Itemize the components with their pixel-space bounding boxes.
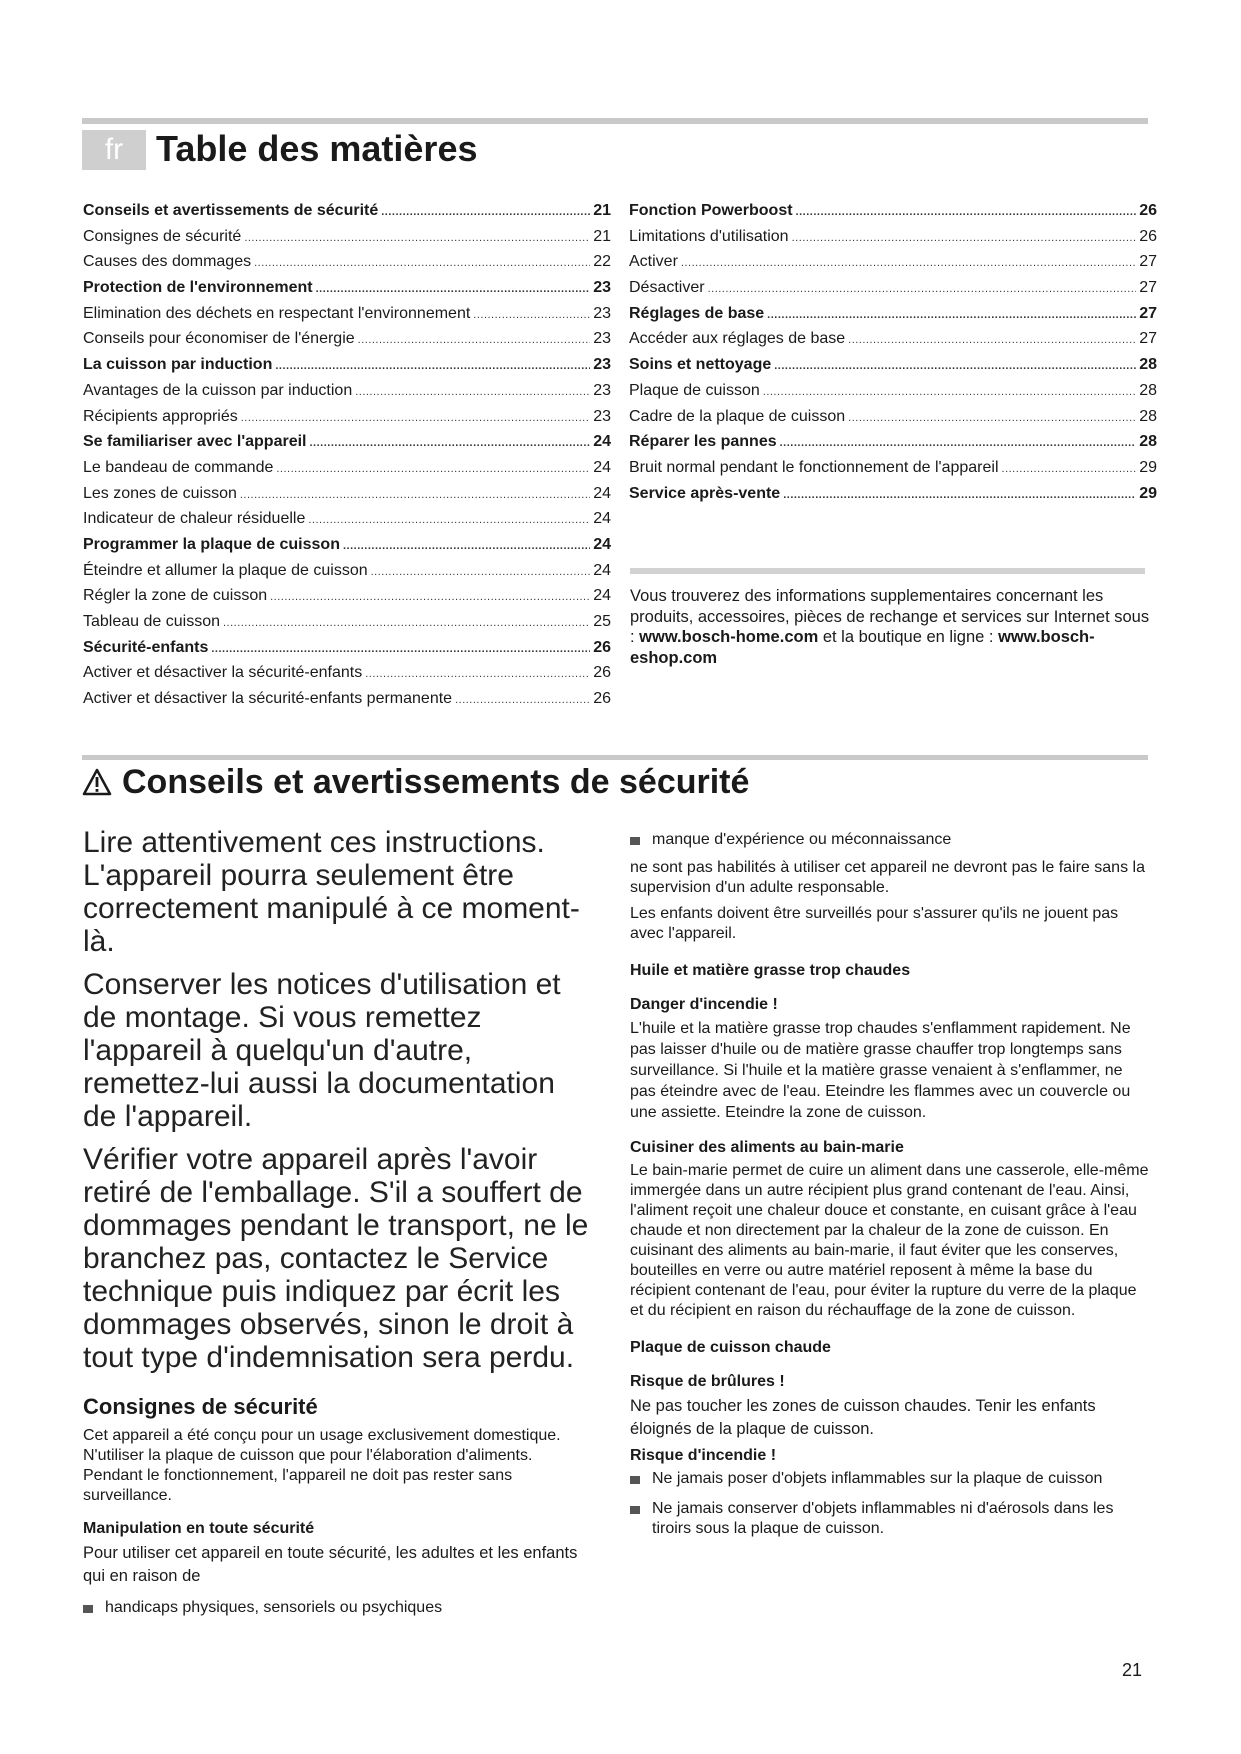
toc-entry-label: Indicateur de chaleur résiduelle [83,510,306,528]
toc-entry-page: 26 [1139,227,1157,245]
toc-entry[interactable] [83,583,611,609]
toc-entry-page: 23 [593,279,611,297]
supervision-text: ne sont pas habilités à utiliser cet appareil ne devront pas le faire sans la supervision d'un adulte responsable. [630,859,1145,896]
language-badge: fr [82,130,146,170]
toc-entry[interactable] [83,404,611,430]
toc-entry[interactable] [629,224,1157,250]
consignes-text: Cet appareil a été conçu pour un usage exclusivement domestique. N'utiliser la plaque de cuisson que pour l'élaboration d'aliments. Pendant le fonctionnement, l'appareil ne doit pas rester sans surveillance. [83,1427,561,1504]
bullet-square-icon [630,1506,640,1514]
toc-entry-label: Causes des dommages [83,253,252,271]
toc-leader-dots [371,560,591,586]
toc-entry-page: 22 [593,253,611,271]
toc-entry-label: Tableau de cuisson [83,613,220,630]
toc-entry-label: Se familiariser avec l'appareil [83,433,307,451]
toc-entry[interactable] [629,198,1157,224]
toc-entry-page: 28 [1139,433,1157,451]
toc-entry[interactable] [83,635,611,661]
bullet-text: Ne jamais conserver d'objets inflammables ni d'aérosols dans les tiroirs sous la plaque de cuisson. [652,1500,1114,1537]
toc-leader-dots [848,328,1136,354]
toc-leader-dots [381,200,590,226]
toc-entry-page: 28 [1139,356,1157,374]
toc-entry-page: 25 [593,613,611,630]
brulures-heading: Risque de brûlures ! [630,1373,785,1390]
toc-entry[interactable] [83,609,611,635]
toc-entry-page: 26 [1139,202,1157,219]
toc-leader-dots [780,431,1137,457]
toc-entry-page: 26 [593,690,611,708]
toc-entry-page: 27 [1139,279,1157,297]
toc-leader-dots [792,226,1137,252]
toc-entry-label: Réglages de base [629,304,765,322]
toc-entry-page: 29 [1139,458,1157,476]
toc-entry[interactable] [83,558,611,584]
toc-entry[interactable] [83,378,611,404]
toc-entry-label: Activer et désactiver la sécurité-enfants [83,664,363,682]
toc-entry[interactable] [83,301,611,327]
toc-entry-page: 27 [1139,253,1157,271]
toc-entry-label: Fonction Powerboost [629,202,793,219]
toc-entry-label: Régler la zone de cuisson [83,587,268,605]
plaque-chaude-heading: Plaque de cuisson chaude [630,1339,831,1356]
toc-entry-label: Conseils pour économiser de l'énergie [83,330,355,348]
intro-paragraph-3: Vérifier votre appareil après l'avoir retiré de l'emballage. S'il a souffert de dommages pendant le transport, ne le branchez pas, contactez le Service technique puis indiquez par écrit les dommages observés, sinon le droit à tout type d'indemnisation sera perdu. [83,1143,589,1374]
toc-leader-dots [681,251,1136,277]
toc-entry-page: 23 [593,304,611,322]
children-text: Les enfants doivent être surveillés pour s'assurer qu'ils ne jouent pas avec l'appareil. [630,905,1119,942]
top-rule [82,118,1148,124]
toc-leader-dots [308,508,590,534]
toc-entry[interactable] [629,429,1157,455]
toc-entry-page: 24 [593,561,611,579]
page-title: Table des matières [156,128,478,169]
toc-entry-page: 21 [593,227,611,245]
list-item [630,830,1150,850]
toc-leader-dots [708,277,1137,303]
toc-entry[interactable] [83,481,611,507]
toc-entry[interactable] [83,224,611,250]
bullet-text: manque d'expérience ou méconnaissance [652,831,952,848]
toc-leader-dots [358,328,591,354]
toc-leader-dots [767,303,1136,329]
toc-leader-dots [473,303,590,329]
toc-entry-page: 23 [593,356,611,374]
toc-entry-page: 23 [593,407,611,425]
toc-entry-label: Plaque de cuisson [629,381,760,399]
manipulation-heading: Manipulation en toute sécurité [83,1520,315,1537]
toc-entry[interactable] [629,378,1157,404]
toc-entry-page: 21 [593,202,611,219]
info-paragraph [630,586,1150,668]
toc-entry-page: 24 [593,510,611,528]
toc-leader-dots [343,534,590,560]
toc-entry-page: 23 [593,381,611,399]
toc-entry[interactable] [629,326,1157,352]
toc-entry-label: Récipients appropriés [83,407,238,425]
bain-marie-heading: Cuisiner des aliments au bain-marie [630,1139,904,1156]
toc-entry-label: Service après-vente [629,484,781,502]
toc-entry-label: Le bandeau de commande [83,458,274,476]
toc-leader-dots [355,380,590,406]
toc-entry[interactable] [83,275,611,301]
safety-section-title [82,760,749,804]
warning-icon [82,768,112,796]
list-item [630,1499,1150,1539]
toc-entry-page: 28 [1139,407,1157,425]
bullet-text: handicaps physiques, sensoriels ou psychiques [105,1599,443,1616]
toc-entry[interactable] [83,455,611,481]
toc-entry-page: 28 [1139,381,1157,399]
toc-entry[interactable] [83,326,611,352]
info-text-2: et la boutique en ligne : [818,628,999,646]
safety-right-column [630,830,1150,1547]
bullet-square-icon [630,837,640,845]
toc-entry-label: Bruit normal pendant le fonctionnement de l'appareil [629,458,999,476]
toc-entry-label: Réparer les pannes [629,433,777,451]
intro-paragraph-2: Conserver les notices d'utilisation et de montage. Si vous remettez l'appareil à quelqu'un d'autre, remettez-lui aussi la documentation de l'appareil. [83,968,561,1133]
toc-entry-label: Limitations d'utilisation [629,227,789,245]
toc-leader-dots [223,611,590,637]
toc-entry-page: 26 [593,664,611,682]
toc-entry-label: Elimination des déchets en respectant l'environnement [83,304,471,322]
toc-leader-dots [310,431,591,457]
toc-entry-label: Cadre de la plaque de cuisson [629,407,846,425]
toc-entry[interactable] [83,249,611,275]
toc-leader-dots [455,688,590,714]
toc-entry-label: Conseils et avertissements de sécurité [83,202,379,219]
toc-entry-label: Activer [629,253,678,271]
toc-entry-page: 24 [593,587,611,605]
manipulation-text: Pour utiliser cet appareil en toute sécurité, les adultes et les enfants qui en raison de [83,1544,578,1585]
toc-entry-label: Activer et désactiver la sécurité-enfants permanente [83,690,453,708]
toc-leader-dots [240,483,590,509]
toc-entry[interactable] [629,301,1157,327]
toc-entry-page: 26 [593,638,611,656]
toc-entry-label: Avantages de la cuisson par induction [83,381,353,399]
brulures-text: Ne pas toucher les zones de cuisson chaudes. Tenir les enfants éloignés de la plaque de cuisson. [630,1397,1096,1438]
risque-incendie-heading: Risque d'incendie ! [630,1447,777,1464]
toc-leader-dots [244,226,590,252]
toc-leader-dots [783,483,1136,509]
toc-entry-label: Programmer la plaque de cuisson [83,535,340,553]
toc-entry[interactable] [83,660,611,686]
toc-leader-dots [1002,457,1137,483]
info-rule [630,568,1145,574]
danger-incendie-heading: Danger d'incendie ! [630,996,778,1013]
list-item [83,1598,593,1618]
toc-entry-page: 27 [1139,304,1157,322]
toc-leader-dots [796,200,1137,226]
toc-entry-label: Consignes de sécurité [83,227,242,245]
page-number: 21 [1122,1660,1143,1680]
huile-text: L'huile et la matière grasse trop chaudes s'enflamment rapidement. Ne pas laisser d'huile ou de matière grasse chauffer trop longtemps sans surveillance. Si l'huile et la matière grasse venaient à s'enflammer, ne pas éteindre avec de l'eau. Eteindre les flammes avec un couvercle ou une assiette. Eteindre la zone de cuisson. [630,1020,1131,1121]
info-text-1: Vous trouverez des informations supplementaires concernant les produits, accessoires, pièces de rechange et services sur Internet sous : [630,587,1150,646]
toc-leader-dots [211,637,590,663]
toc-leader-dots [270,585,590,611]
toc-leader-dots [763,380,1136,406]
toc-entry-label: Désactiver [629,279,705,297]
bullet-square-icon [630,1476,640,1484]
toc-leader-dots [276,457,590,483]
toc-entry[interactable] [629,275,1157,301]
bain-marie-text: Le bain-marie permet de cuire un aliment dans une casserole, elle-même immergée dans un autre récipient plus grand contenant de l'eau. Ainsi, l'aliment reçoit une chaleur douce et constante, en cuisant grâce à l'eau chaude et non directement par la chaleur de la zone de cuisson. En cuisinant des aliments au bain-marie, il faut éviter que les conserves, bouteilles en verre ou autre matériel reposent à même la base du récipient contenant de l'eau, pour éviter la rupture du verre de la plaque et du récipient en raison du réchauffage de la zone de cuisson. [630,1162,1149,1319]
toc-entry-label: La cuisson par induction [83,356,273,374]
toc-entry[interactable] [629,249,1157,275]
toc-entry-label: Éteindre et allumer la plaque de cuisson [83,561,368,579]
toc-leader-dots [275,354,590,380]
toc-leader-dots [316,277,591,303]
bosch-eshop-link[interactable]: www.bosch-eshop.com [630,628,1095,667]
bosch-home-link[interactable]: www.bosch-home.com [639,628,819,646]
toc-entry[interactable] [83,429,611,455]
toc-entry[interactable] [83,198,611,224]
toc-entry-page: 24 [593,484,611,502]
toc-entry[interactable] [83,352,611,378]
intro-paragraph-1: Lire attentivement ces instructions. L'appareil pourra seulement être correctement manipulé à ce moment-là. [83,826,580,958]
toc-entry-page: 24 [593,535,611,553]
bullet-text: Ne jamais poser d'objets inflammables sur la plaque de cuisson [652,1470,1103,1487]
safety-title-text: Conseils et avertissements de sécurité [122,763,750,801]
toc-entry[interactable] [629,404,1157,430]
list-item [630,1469,1150,1489]
consignes-heading: Consignes de sécurité [83,1394,318,1419]
toc-leader-dots [848,406,1136,432]
toc-entry-page: 27 [1139,330,1157,348]
toc-entry[interactable] [83,532,611,558]
toc-entry-page: 24 [593,433,611,451]
toc-leader-dots [254,251,590,277]
toc-entry-label: Accéder aux réglages de base [629,330,846,348]
toc-leader-dots [241,406,590,432]
toc-leader-dots [774,354,1136,380]
huile-heading: Huile et matière grasse trop chaudes [630,962,911,979]
toc-leader-dots [365,662,590,688]
toc-entry-label: Protection de l'environnement [83,279,313,297]
bullet-square-icon [83,1605,93,1613]
toc-entry[interactable] [83,506,611,532]
toc-entry-label: Sécurité-enfants [83,638,209,656]
toc-entry-page: 23 [593,330,611,348]
safety-left-column [83,826,593,1626]
toc-entry[interactable] [83,686,611,712]
toc-entry-label: Les zones de cuisson [83,484,237,502]
toc-entry-page: 24 [593,458,611,476]
toc-right-column [629,198,1157,506]
toc-entry-label: Soins et nettoyage [629,356,772,374]
toc-entry[interactable] [629,481,1157,507]
toc-entry-page: 29 [1139,484,1157,502]
toc-left-column [83,198,611,712]
toc-entry[interactable] [629,352,1157,378]
toc-entry[interactable] [629,455,1157,481]
